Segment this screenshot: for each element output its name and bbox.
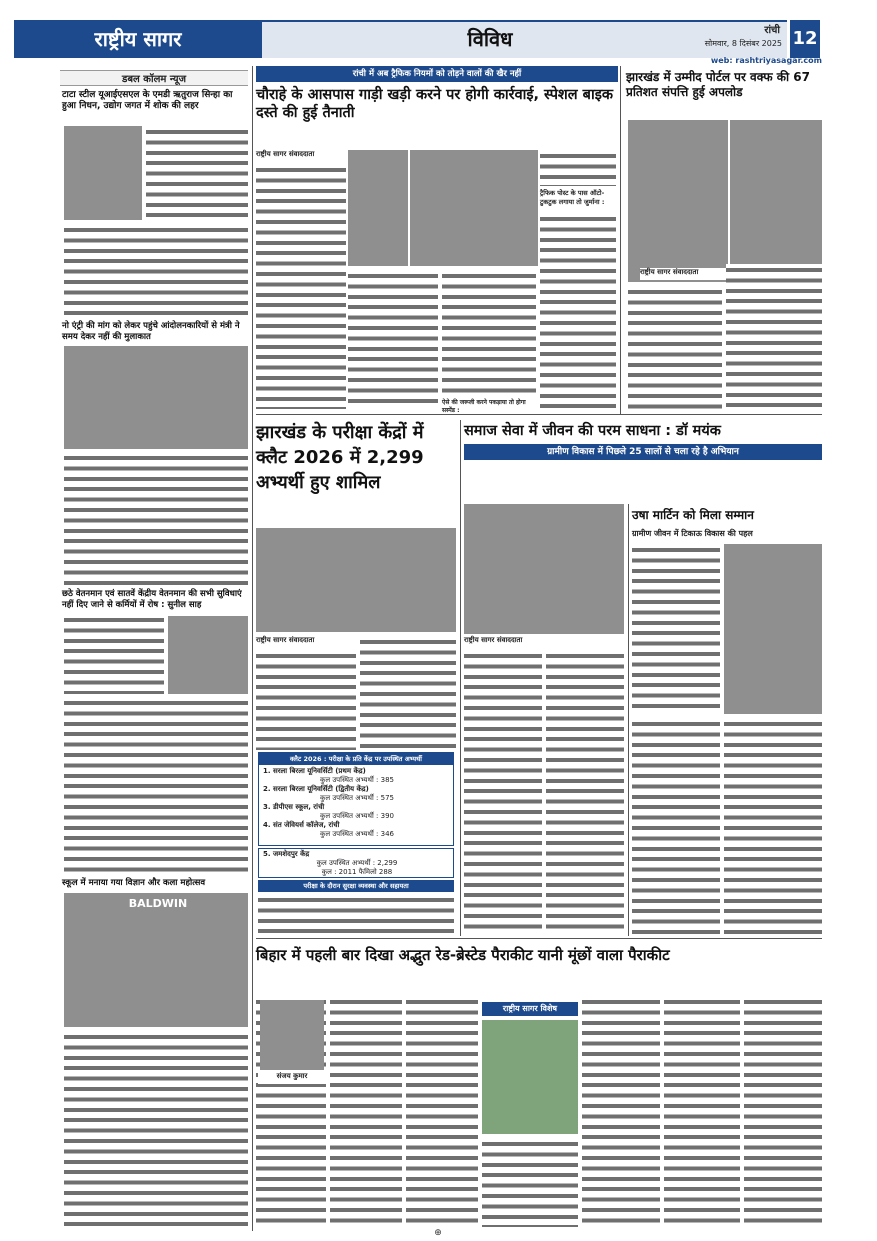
section-title: विविध xyxy=(467,27,513,51)
registration-mark-icon: ⊕ xyxy=(434,1228,442,1238)
story-headline-clat[interactable]: झारखंड के परीक्षा केंद्रों में क्लैट 2026 में 2,299 अभ्यर्थी हुए शामिल xyxy=(256,422,424,493)
table-row: 3. डीपीएस स्कूल, रांची xyxy=(263,803,325,811)
table-row: 1. सरला बिरला यूनिवर्सिटी (प्रथम केंद्र) xyxy=(263,767,366,775)
story-headline-parakeet[interactable]: बिहार में पहली बार दिखा अद्भुत रेड-ब्रेस्टेड पैराकीट यानी मूंछों वाला पैराकीट xyxy=(256,946,670,964)
story-body xyxy=(64,697,248,874)
story-body xyxy=(726,264,822,411)
photo-waqf-meeting xyxy=(628,120,728,282)
page-number: 12 xyxy=(790,20,820,58)
story-body xyxy=(628,286,722,411)
paper-name: राष्ट्रीय सागर xyxy=(94,27,182,51)
story-headline-waqf[interactable]: झारखंड में उम्मीद पोर्टल पर वक्फ की 67 प्रतिशत संपत्ति हुई अपलोड xyxy=(626,70,810,99)
photo-protesters xyxy=(64,346,248,449)
section-rule xyxy=(256,938,822,939)
table-total: कुल : 2011 फैमिलो 288 xyxy=(321,868,393,876)
story-body xyxy=(582,996,660,1227)
story-subhead-usha: ग्रामीण जीवन में टिकाऊ विकास की पहल xyxy=(632,529,753,538)
story-kicker-traffic: रांची में अब ट्रैफिक नियमों को तोड़ने वालों की खैर नहीं xyxy=(256,66,618,82)
photo-usha-martin-award xyxy=(724,544,822,714)
story-body xyxy=(146,126,248,220)
table-row: 2. सरला बिरला यूनिवर्सिटी (द्वितीय केंद्र) xyxy=(263,785,369,793)
column-divider xyxy=(460,420,461,936)
photo-red-breasted-parakeet xyxy=(482,1020,578,1134)
column-divider xyxy=(620,66,621,414)
photo-author xyxy=(260,1000,324,1070)
story-headline-traffic[interactable]: चौराहे के आसपास गाड़ी खड़ी करने पर होगी कार्रवाई, स्पेशल बाइक दस्ते की हुई तैनाती xyxy=(256,87,613,121)
school-banner: BALDWIN xyxy=(128,897,188,910)
story-body xyxy=(482,1138,578,1227)
story-body xyxy=(348,270,438,409)
subhead-suspend: ऐसे की जरूली करने पकड़ाया तो होगा सस्पेंड : xyxy=(442,399,526,414)
section-rule xyxy=(256,414,822,415)
column-divider xyxy=(628,504,629,936)
story-body xyxy=(64,614,164,694)
table-cell: कुल उपस्थित अभ्यर्थी : 390 xyxy=(319,812,395,820)
photo-award-ceremony xyxy=(464,504,624,634)
story-body xyxy=(406,996,478,1227)
photo-ritraj-sinha xyxy=(64,126,142,220)
table-row: 5. जमशेदपुर केंद्र xyxy=(263,850,310,858)
story-headline-school[interactable]: स्कूल में मनाया गया विज्ञान और कला महोत्सव xyxy=(62,878,206,888)
story-body xyxy=(330,996,402,1227)
security-box-body xyxy=(258,894,454,934)
story-body xyxy=(64,224,248,316)
story-headline-no-entry[interactable]: नो एंट्री की मांग को लेकर पहुंचे आंदोलनकारियों से मंत्री ने समय देकर नहीं की मुलाकात xyxy=(62,321,240,342)
website-link[interactable]: web: rashtriyasagar.com xyxy=(710,56,822,65)
clat-attendance-table-cont xyxy=(258,848,454,878)
edition-city: रांची xyxy=(764,25,780,36)
story-body xyxy=(360,636,456,750)
byline: राष्ट्रीय सागर संवाददाता xyxy=(640,268,740,280)
table-cell: कुल उपस्थित अभ्यर्थी : 2,299 xyxy=(316,859,398,867)
table-cell: कुल उपस्थित अभ्यर्थी : 575 xyxy=(319,794,395,802)
photo-bike-squad xyxy=(410,150,538,266)
story-headline-samaj[interactable]: समाज सेवा में जीवन की परम साधना : डॉ मयंक xyxy=(464,423,721,439)
story-headline-tata[interactable]: टाटा स्टील यूआईएसएल के एमडी ऋतुराज सिन्हा का हुआ निधन, उद्योग जगत में शोक की लहर xyxy=(62,90,233,111)
edition-date: सोमवार, 8 दिसंबर 2025 xyxy=(704,39,782,48)
table-title: क्लैट 2026 : परीक्षा के प्रति केंद्र पर उपस्थित अभ्यर्थी xyxy=(259,753,453,765)
story-body xyxy=(64,1031,248,1227)
story-body xyxy=(442,270,536,396)
subhead-auto: ट्रैफिक पोस्ट के पास ऑटो-टुकटुक लगाया तो जुर्माना : xyxy=(540,189,605,206)
story-body xyxy=(464,650,542,934)
masthead-brand xyxy=(14,20,262,58)
byline: राष्ट्रीय सागर संवाददाता xyxy=(256,150,315,158)
photo-waqf-official xyxy=(730,120,822,282)
photo-exam-center xyxy=(256,528,456,632)
story-body xyxy=(664,996,740,1227)
story-body xyxy=(64,452,248,585)
story-headline-pay[interactable]: छठे वेतनमान एवं सातवें केंद्रीय वेतनमान की सभी सुविधाएं नहीं दिए जाने से कर्मियों में रोष : सुनील साह xyxy=(62,589,242,610)
security-box-title: परीक्षा के दौरान सुरक्षा व्यवस्था और सहायता xyxy=(258,880,454,892)
photo-sunil-sah xyxy=(168,616,248,694)
photo-traffic-officer xyxy=(348,150,408,266)
story-body xyxy=(632,544,720,714)
story-body xyxy=(256,164,346,409)
column-tag: डबल कॉलम न्यूज xyxy=(60,70,248,86)
column-divider xyxy=(252,66,253,1231)
clat-attendance-table xyxy=(258,752,454,846)
story-body xyxy=(724,718,822,934)
table-cell: कुल उपस्थित अभ्यर्थी : 346 xyxy=(319,830,395,838)
story-body xyxy=(546,650,624,934)
byline: राष्ट्रीय सागर संवाददाता xyxy=(464,636,523,644)
story-kicker-special: राष्ट्रीय सागर विशेष xyxy=(482,1002,578,1016)
story-headline-usha[interactable]: उषा मार्टिन को मिला सम्मान xyxy=(632,508,754,522)
author-name: संजय कुमार xyxy=(258,1072,326,1084)
story-body xyxy=(540,213,616,409)
story-banner-samaj: ग्रामीण विकास में पिछले 25 सालों से चला रहे है अभियान xyxy=(464,444,822,460)
byline: राष्ट्रीय सागर संवाददाता xyxy=(256,636,315,644)
story-body xyxy=(540,150,616,186)
story-body xyxy=(632,718,720,934)
story-body xyxy=(744,996,822,1227)
photo-school-event xyxy=(64,893,248,1027)
story-body xyxy=(256,650,356,750)
table-row: 4. संत जेवियर्स कॉलेज, रांची xyxy=(263,821,340,829)
table-cell: कुल उपस्थित अभ्यर्थी : 385 xyxy=(319,776,395,784)
